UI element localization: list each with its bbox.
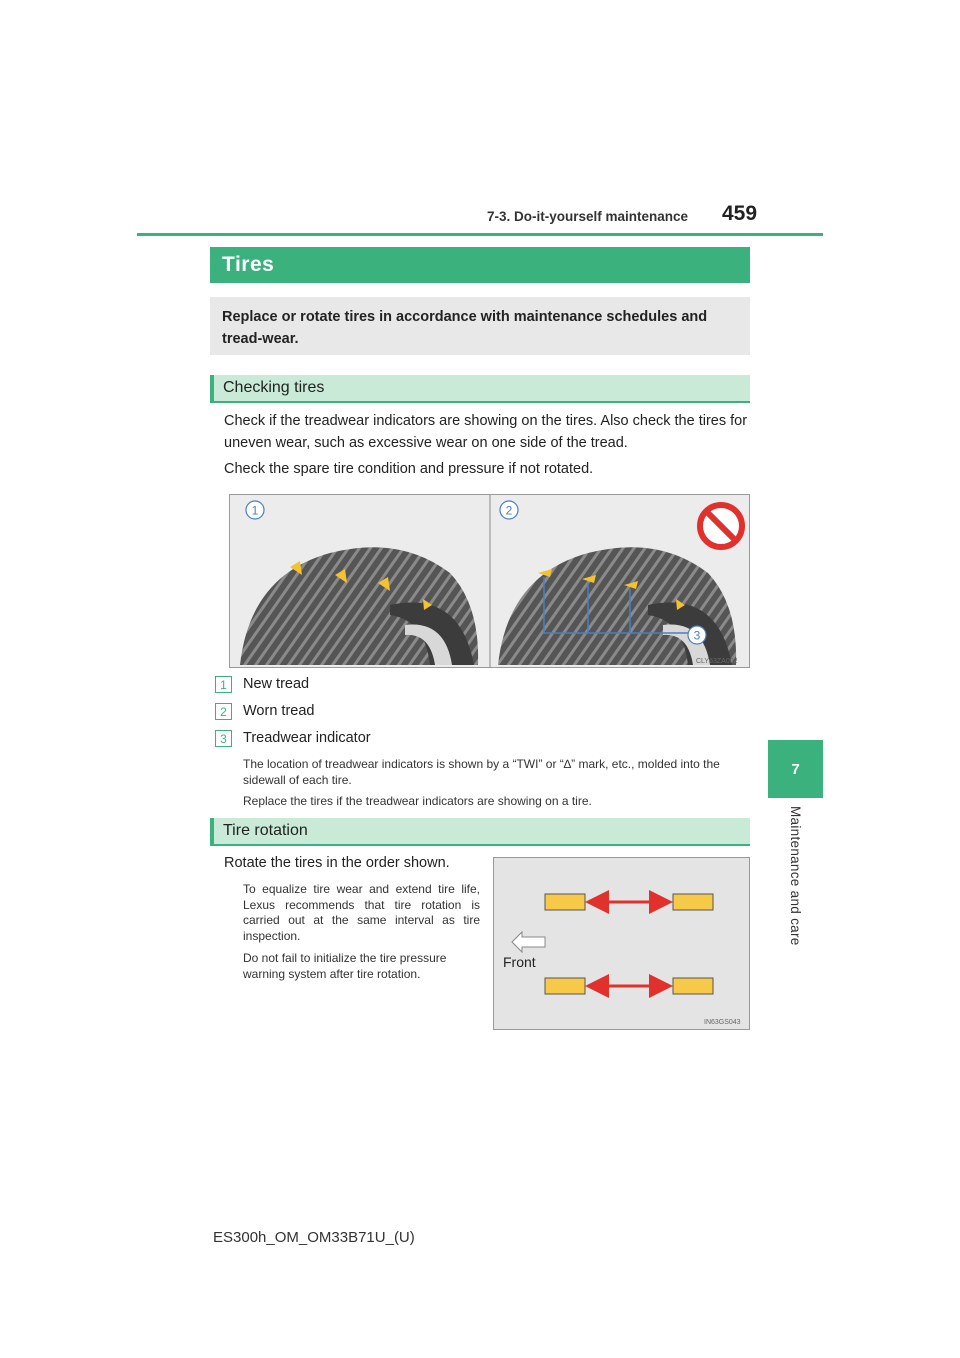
intro-box: Replace or rotate tires in accordance with maintenance schedules and tread-wear.	[210, 297, 750, 355]
callout-1-label: 1	[251, 503, 259, 518]
chapter-title: Maintenance and care	[788, 806, 803, 946]
item-2-number: 2	[215, 703, 232, 720]
figure-code: IN63GS043	[704, 1019, 741, 1026]
page-number: 459	[722, 202, 758, 225]
page-title: Tires	[210, 247, 750, 283]
callout-1-icon	[246, 501, 264, 519]
section-title: 7-3. Do-it-yourself maintenance	[487, 209, 689, 224]
item-3-label: Treadwear indicator	[243, 730, 371, 746]
callout-3-label: 3	[693, 628, 701, 643]
checking-tires-heading: Checking tires	[210, 375, 750, 403]
rotation-note-1: To equalize tire wear and extend tire life, Lexus recommends that tire rotation is carried out at the same interval as tire inspection.	[243, 882, 480, 943]
tire-tread-illustration	[230, 495, 749, 667]
chapter-title-vertical	[768, 806, 823, 956]
callout-2-icon	[500, 501, 518, 519]
callout-3-icon	[688, 626, 706, 644]
checking-para-2: Check the spare tire condition and pressure if not rotated.	[224, 461, 594, 477]
treadwear-note-1: The location of treadwear indicators is shown by a “TWI” or “∆” mark, etc., molded into the sidewall of each tire.	[243, 757, 720, 787]
item-3-number: 3	[215, 730, 232, 747]
tire-rotation-diagram	[494, 858, 749, 1029]
front-arrow-icon	[512, 932, 545, 952]
tire-rotation-figure	[493, 857, 750, 1030]
front-tires	[545, 894, 713, 910]
callout-2-label: 2	[505, 503, 513, 518]
front-label: Front	[503, 954, 536, 970]
checking-para-1: Check if the treadwear indicators are showing on the tires. Also check the tires for uneven wear, such as excessive wear on one side of the tread.	[224, 413, 748, 451]
tire-rotation-heading: Tire rotation	[210, 818, 750, 846]
item-1-label: New tread	[243, 676, 310, 692]
rear-tires	[545, 978, 713, 994]
chapter-tab[interactable]: 7	[768, 740, 823, 798]
rotation-note-2: Do not fail to initialize the tire pressure warning system after tire rotation.	[243, 951, 447, 981]
item-2-label: Worn tread	[243, 703, 315, 719]
figure-code: CLY63ZA002	[696, 658, 738, 665]
header-rule	[137, 233, 823, 236]
tire-tread-figure	[229, 494, 750, 668]
document-code-footer: ES300h_OM_OM33B71U_(U)	[213, 1229, 415, 1246]
prohibited-icon	[700, 505, 742, 547]
item-1-number: 1	[215, 676, 232, 693]
treadwear-note-2: Replace the tires if the treadwear indicators are showing on a tire.	[243, 794, 592, 808]
rotation-para: Rotate the tires in the order shown.	[224, 855, 450, 871]
